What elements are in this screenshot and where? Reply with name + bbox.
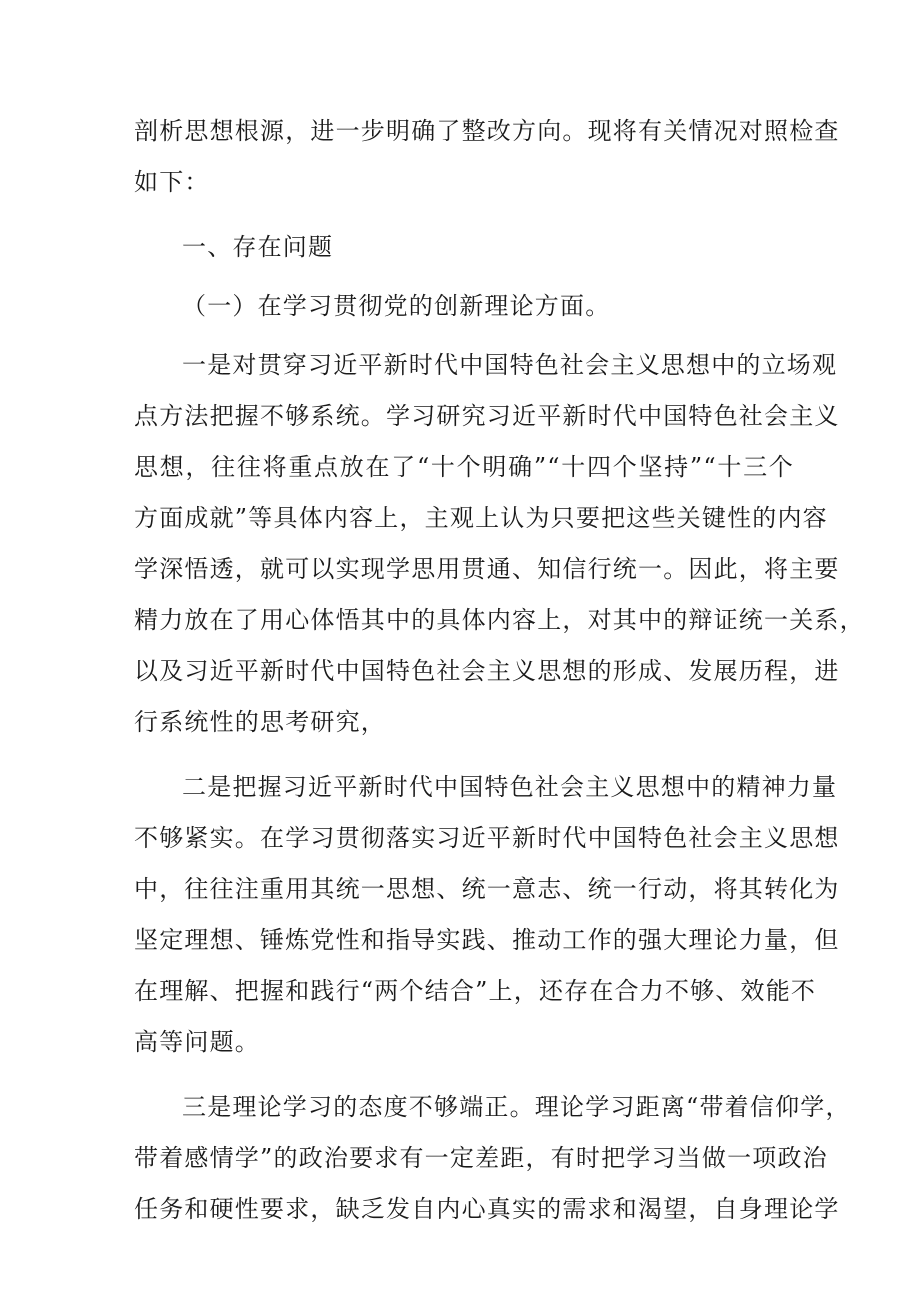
text-line: 在理解、把握和践行“两个结合”上，还存在合力不够、效能不: [134, 977, 817, 1005]
text-line: 三是理论学习的态度不够端正。理论学习距离“带着信仰学，: [182, 1093, 851, 1121]
text-line: 学深悟透，就可以实现学思用贯通、知信行统一。因此，将主要: [134, 555, 840, 583]
text-line: 以及习近平新时代中国特色社会主义思想的形成、发展历程，进: [134, 657, 840, 685]
text-line: 点方法把握不够系统。学习研究习近平新时代中国特色社会主义: [134, 402, 840, 430]
text-line: 不够紧实。在学习贯彻落实习近平新时代中国特色社会主义思想: [134, 824, 840, 852]
text-line: 行系统性的思考研究，: [134, 708, 386, 736]
text-line: 如下：: [134, 168, 210, 196]
paragraph-1: [134, 340, 865, 748]
intro-paragraph: [134, 106, 840, 208]
text-line: 思想，往往将重点放在了“十个明确”“十四个坚持”“十三个: [134, 453, 794, 481]
text-line: 一是对贯穿习近平新时代中国特色社会主义思想中的立场观: [182, 351, 838, 379]
text-line: 中，往往注重用其统一思想、统一意志、统一行动，将其转化为: [134, 875, 840, 903]
document-body: [134, 106, 865, 1235]
text-line: 方面成就”等具体内容上，主观上认为只要把这些关键性的内容: [134, 504, 828, 532]
text-line: 任务和硬性要求，缺乏发自内心真实的需求和渴望，自身理论学: [134, 1195, 840, 1223]
text-line: 带着感情学”的政治要求有一定差距，有时把学习当做一项政治: [134, 1144, 828, 1172]
paragraph-2: [134, 762, 840, 1068]
paragraph-3: [134, 1082, 851, 1235]
text-line: 精力放在了用心体悟其中的具体内容上，对其中的辩证统一关系，: [134, 606, 865, 634]
subsection-heading: （一）在学习贯彻党的创新理论方面。: [182, 292, 611, 320]
section-heading: 一、存在问题: [182, 233, 334, 261]
text-line: 剖析思想根源，进一步明确了整改方向。现将有关情况对照检查: [134, 117, 840, 145]
text-line: 坚定理想、锤炼党性和指导实践、推动工作的强大理论力量，但: [134, 926, 840, 954]
text-line: 高等问题。: [134, 1028, 260, 1056]
text-line: 二是把握习近平新时代中国特色社会主义思想中的精神力量: [182, 773, 838, 801]
